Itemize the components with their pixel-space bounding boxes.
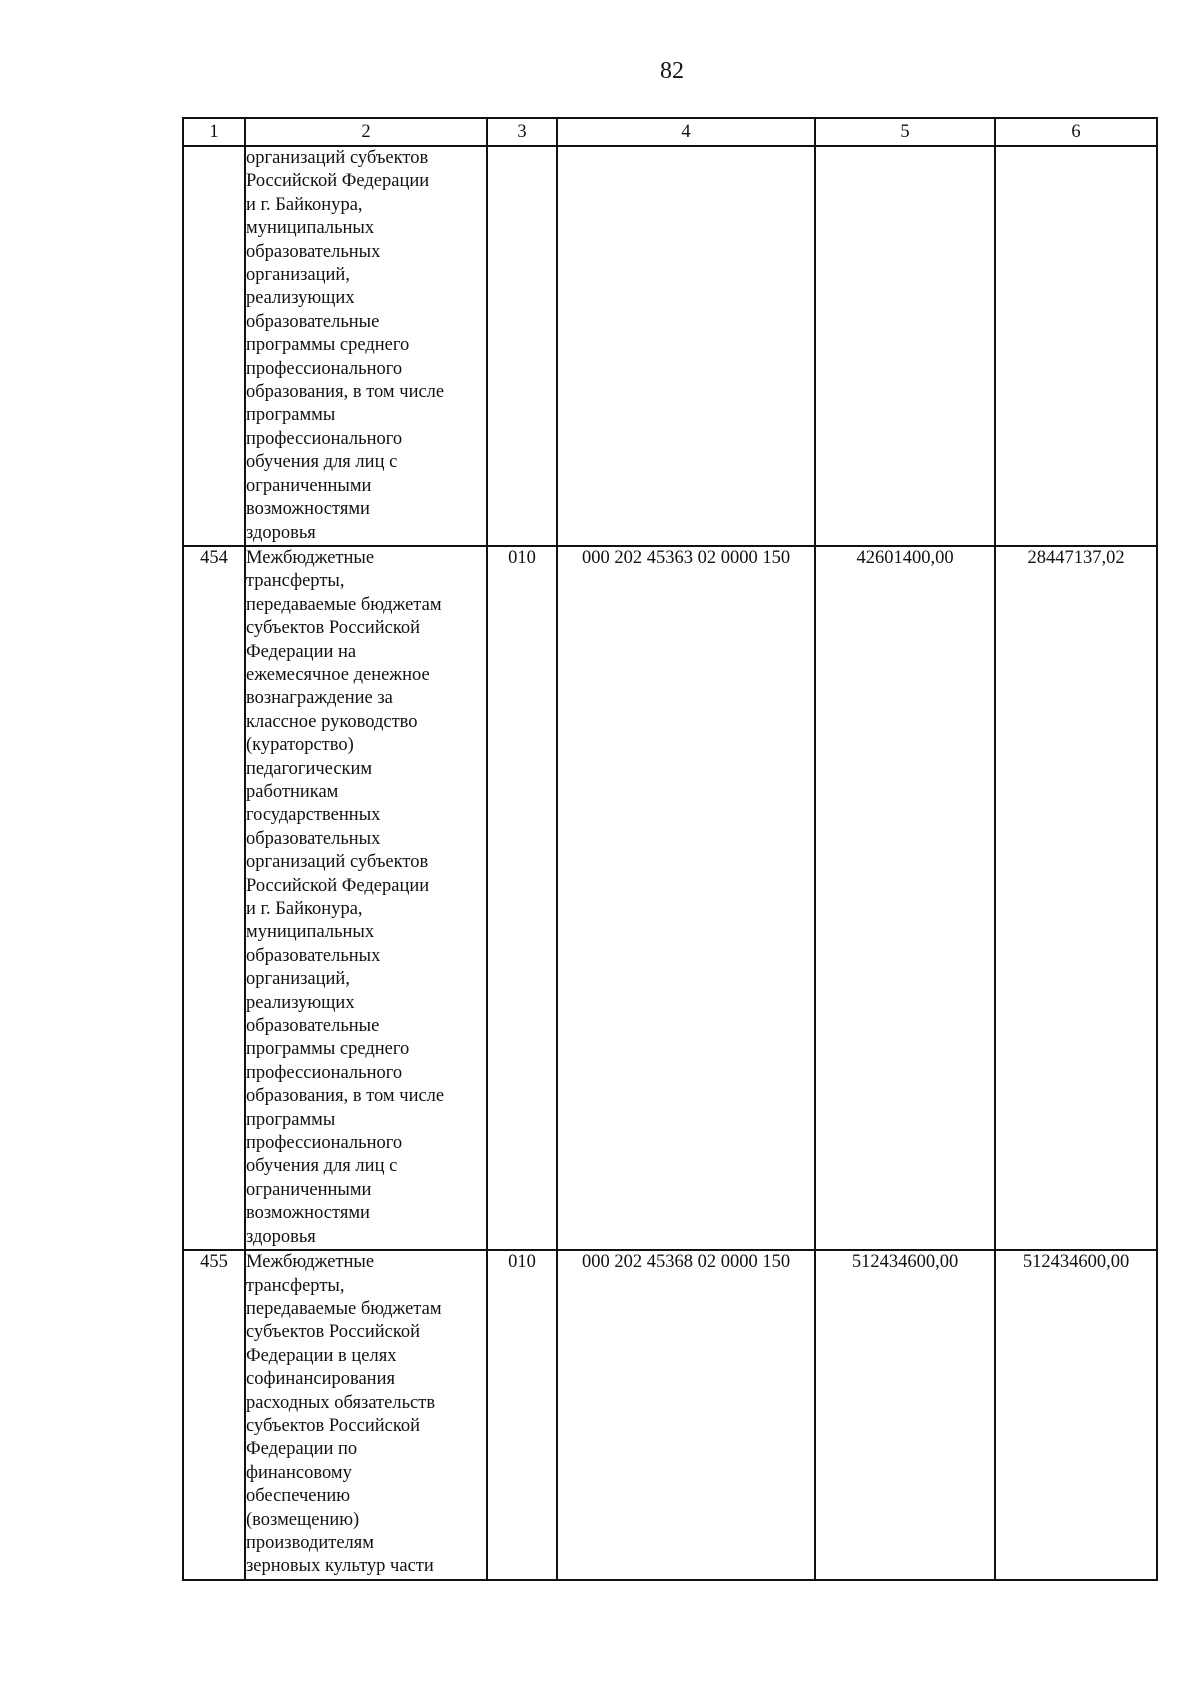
col-header-5: 5 (815, 118, 995, 146)
header-row (183, 118, 1157, 146)
budget-table (182, 117, 1158, 1581)
budget-code-cell: 000 202 45363 02 0000 150 (557, 546, 815, 1250)
row-number-cell: 454 (183, 546, 245, 1250)
table-row (183, 546, 1157, 1250)
col-header-1: 1 (183, 118, 245, 146)
row-number-cell: 455 (183, 1250, 245, 1580)
page-number: 82 (660, 58, 684, 84)
table-row (183, 1250, 1157, 1580)
fact-amount-cell (995, 146, 1157, 546)
fact-amount-cell: 28447137,02 (995, 546, 1157, 1250)
col-header-2: 2 (245, 118, 487, 146)
admin-code-cell (487, 146, 557, 546)
col-header-3: 3 (487, 118, 557, 146)
admin-code-cell: 010 (487, 546, 557, 1250)
description-cell: Межбюджетные трансферты, передаваемые бюджетам субъектов Российской Федерации в целях софинансирования расходных обязательств субъектов Российской Федерации по финансовому обеспечению (возмещению) производителям зерновых культур части (245, 1250, 487, 1580)
plan-amount-cell: 42601400,00 (815, 546, 995, 1250)
col-header-4: 4 (557, 118, 815, 146)
row-number-cell (183, 146, 245, 546)
budget-code-cell (557, 146, 815, 546)
plan-amount-cell: 512434600,00 (815, 1250, 995, 1580)
budget-code-cell: 000 202 45368 02 0000 150 (557, 1250, 815, 1580)
description-cell: Межбюджетные трансферты, передаваемые бюджетам субъектов Российской Федерации на ежемесячное денежное вознаграждение за классное руководство (кураторство) педагогическим работникам государственных образовательных организаций субъектов Российской Федерации и г. Байконура, муниципальных образовательных организаций, реализующих образовательные программы среднего профессионального образования, в том числе программы профессионального обучения для лиц с ограниченными возможностями здоровья (245, 546, 487, 1250)
col-header-6: 6 (995, 118, 1157, 146)
table-row (183, 146, 1157, 546)
admin-code-cell: 010 (487, 1250, 557, 1580)
fact-amount-cell: 512434600,00 (995, 1250, 1157, 1580)
plan-amount-cell (815, 146, 995, 546)
description-cell: организаций субъектов Российской Федерации и г. Байконура, муниципальных образовательных организаций, реализующих образовательные программы среднего профессионального образования, в том числе программы профессионального обучения для лиц с ограниченными возможностями здоровья (245, 146, 487, 546)
